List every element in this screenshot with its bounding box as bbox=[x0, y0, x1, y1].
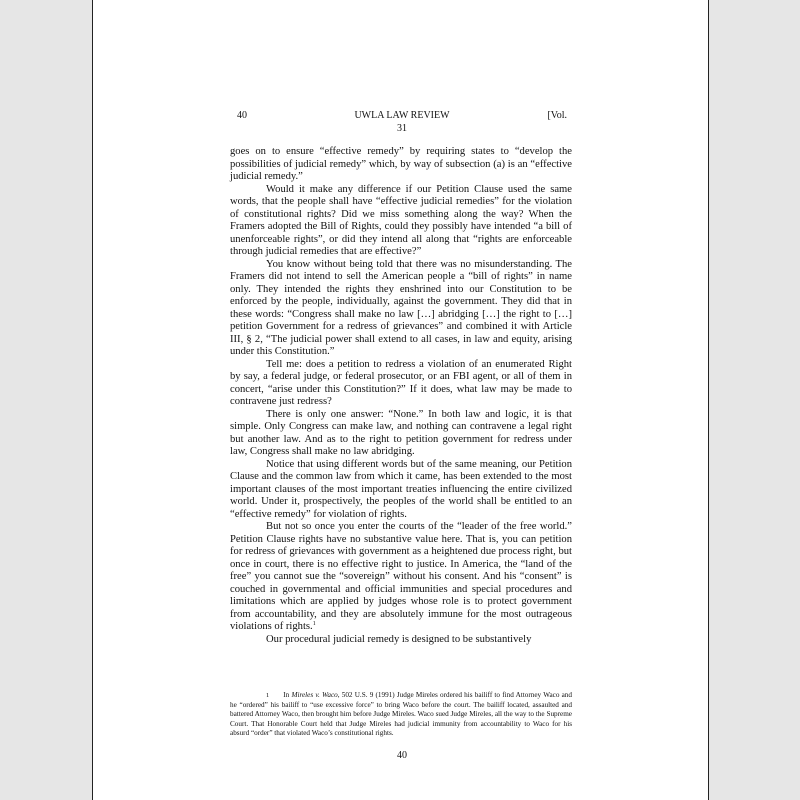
footnote-intro: In bbox=[283, 691, 290, 699]
paragraph: You know without being told that there was no misunderstanding. The Framers did not intend to sell the American people a “bill of rights” in name only. They intended the rights they enshrined into our Constitution to be enforced by the people, individually, against the government. They did that in these words: “Congress shall make no law […] abridging […] the right to […] petition Government for a redress of grievances” and combined it with Article III, § 2, “The judicial power shall extend to all cases, in law and equity, arising under this Constitution.” bbox=[230, 258, 572, 357]
article-body bbox=[230, 146, 572, 646]
paragraph: goes on to ensure “effective remedy” by requiring states to “develop the possibilities of judicial remedy” which, by way of subsection (a) is an “effective judicial remedy.” bbox=[230, 146, 572, 182]
header-page-number: 40 bbox=[237, 110, 247, 121]
footnote-reference[interactable]: 1 bbox=[312, 621, 316, 627]
volume-label: [Vol. bbox=[547, 110, 567, 121]
paragraph: Notice that using different words but of the same meaning, our Petition Clause and the common law from which it came, has been extended to the most important clauses of the most important treaties influencing the entire civilized world. Under it, prospectively, the peoples of the world shall be entitled to an “effective remedy” for violation of rights. bbox=[230, 458, 572, 520]
document-page bbox=[92, 0, 709, 800]
footnote-number: 1 bbox=[266, 692, 270, 699]
journal-title: UWLA LAW REVIEW bbox=[354, 110, 450, 121]
paragraph: There is only one answer: “None.” In both law and logic, it is that simple. Only Congress can make law, and nothing can contravene a legal right but another law. And as to the right to petition government for redress under law, Congress shall make no law abridging. bbox=[230, 408, 572, 457]
footnote-text: , 502 U.S. 9 (1991) Judge Mireles ordered his bailiff to find Attorney Waco and he “ordered” his bailiff to “use excessive force” to bring Waco before the court. The bailiff located, assaulted and battered Attorney Waco, then brought him before Judge Mireles. Waco sued Judge Mireles, all the way to the Supreme Court. That Honorable Court held that Judge Mireles had judicial immunity from accountability to Waco for his absurd “order” that violated Waco’s constitutional rights. bbox=[230, 691, 572, 738]
paragraph: Would it make any difference if our Petition Clause used the same words, that the people shall have “effective judicial remedies” for the violation of constitutional rights? Did we miss something along the way? When the Framers adopted the Bill of Rights, could they possibly have intended “a bill of unenforceable rights”, or did they intend all along that “rights are enforceable through judicial remedies that are effective?” bbox=[230, 183, 572, 257]
case-citation: Mireles v. Waco bbox=[291, 691, 338, 699]
footer-page-number: 40 bbox=[397, 750, 407, 761]
paragraph-with-footnote bbox=[230, 521, 572, 634]
footnote bbox=[230, 691, 572, 739]
paragraph: Our procedural judicial remedy is designed to be substantively bbox=[266, 633, 532, 645]
paragraph-text: But not so once you enter the courts of the “leader of the free world.” Petition Clause rights have no substantive value here. That is, you can petition for redress of grievances with government as a heightened due process right, but once in court, there is no effective right to justice. In America, the “land of the free” you cannot sue the “sovereign” without his consent. And his “consent” is couched in governmental and official immunities and special procedures and limitations which are applied by judges whose role is to protect government from accountability, and they are absolutely immune for the most outrageous violations of rights. bbox=[230, 521, 572, 632]
paragraph: Tell me: does a petition to redress a violation of an enumerated Right by say, a federal judge, or federal prosecutor, or an FBI agent, or all of them in concert, “arise under this Constitution?” If it does, what law may be made to contravene just redress? bbox=[230, 358, 572, 407]
running-header bbox=[237, 109, 567, 123]
volume-number: 31 bbox=[397, 123, 407, 134]
